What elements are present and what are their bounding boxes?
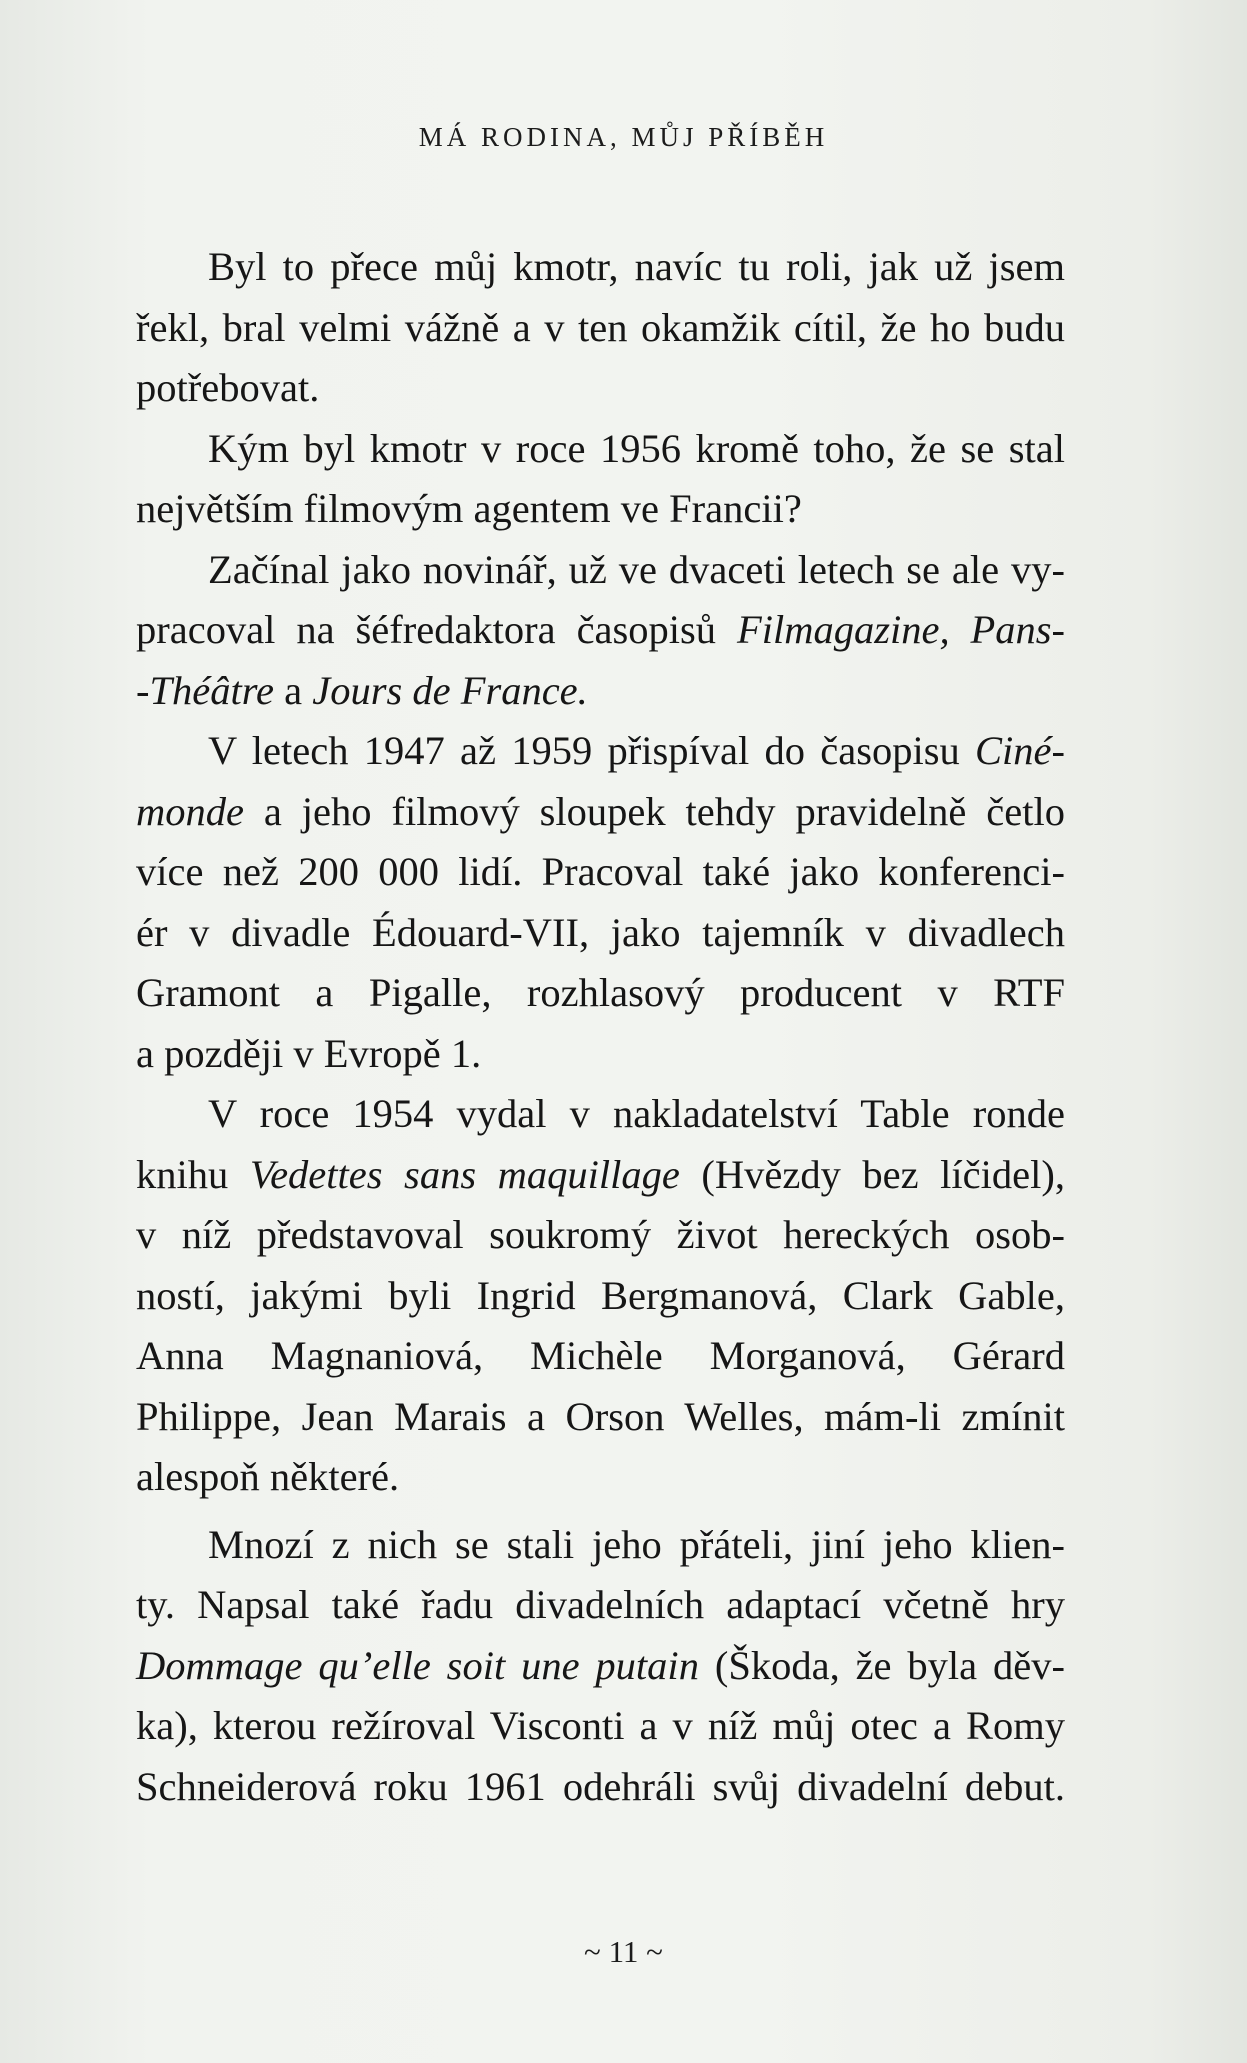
text-run: (Škoda, že byla děv- <box>698 1642 1065 1688</box>
text-line: řekl, bral velmi vážně a v ten okamžik cítil, že ho budu <box>136 304 1065 350</box>
text-line: V roce 1954 vydal v nakladatelství Table ronde <box>208 1091 1065 1136</box>
italic-title: monde <box>136 788 244 834</box>
text-line: Byl to přece můj kmotr, navíc tu roli, jak už jsem <box>208 244 1065 289</box>
text-line <box>136 721 1065 782</box>
text-line: ka), kterou režíroval Visconti a v níž můj otec a Romy <box>136 1703 1065 1748</box>
italic-title: Ciné- <box>975 728 1065 773</box>
text-line: Mnozí z nich se stali jeho přáteli, jiní jeho klien- <box>208 1521 1065 1567</box>
italic-title: Jours de France. <box>312 667 588 713</box>
text-line: -Théâtre a Jours de France. <box>136 667 588 713</box>
running-title: MÁ RODINA, MŮJ PŘÍBĚH <box>418 122 829 152</box>
text-line: ér v divadle Édouard-VII, jako tajemník v divadlech <box>136 909 1065 955</box>
text-line <box>136 1145 1065 1206</box>
text-run: V letech 1947 až 1959 přispíval do časopisu <box>208 728 976 773</box>
text-line: ty. Napsal také řadu divadelních adaptací včetně hry <box>136 1582 1065 1627</box>
text-run: pracoval na šéfredaktora časopisů <box>136 607 737 652</box>
text-line: největším filmovým agentem ve Francii? <box>136 486 802 531</box>
text-run: a jeho filmový sloupek tehdy pravidelně četlo <box>243 788 1065 834</box>
paragraph <box>136 237 1065 419</box>
text-run: (Hvězdy bez líčidel), <box>679 1151 1065 1197</box>
paragraph <box>136 419 1065 540</box>
text-line: a později v Evropě 1. <box>136 1030 482 1076</box>
text-line: Philippe, Jean Marais a Orson Welles, mám-li zmínit <box>136 1393 1065 1439</box>
text-line: Gramont a Pigalle, rozhlasový producent v RTF <box>136 970 1065 1015</box>
text-line <box>136 782 1065 843</box>
page-number: ~ 11 ~ <box>584 1934 663 1969</box>
running-header <box>0 122 1247 153</box>
text-line: Začínal jako novinář, už ve dvaceti letech se ale vy- <box>208 546 1065 592</box>
italic-title: Vedettes sans maquillage <box>249 1151 680 1197</box>
text-line <box>136 600 1065 661</box>
text-line <box>136 1636 1065 1697</box>
text-line: ností, jakými byli Ingrid Bergmanová, Clark Gable, <box>136 1272 1065 1318</box>
body-text <box>136 237 1065 1817</box>
text-line: alespoň některé. <box>136 1454 400 1499</box>
text-line: více než 200 000 lidí. Pracoval také jako konferenci- <box>136 849 1065 894</box>
italic-title: Dommage qu’elle soit une putain <box>136 1642 699 1688</box>
paragraph-gap <box>136 1508 1065 1515</box>
text-line: potřebovat. <box>136 365 320 410</box>
text-run: knihu <box>136 1151 250 1197</box>
italic-title: Filmagazine, Pans- <box>736 607 1066 652</box>
paragraph <box>136 1515 1065 1818</box>
text-line: v níž představoval soukromý život hereckých osob- <box>136 1212 1065 1257</box>
paragraph <box>136 540 1065 722</box>
paragraph <box>136 721 1065 1084</box>
italic-title: Théâtre <box>149 667 274 713</box>
text-line: Schneiderová roku 1961 odehráli svůj divadelní debut. <box>136 1763 1065 1809</box>
text-line: Kým byl kmotr v roce 1956 kromě toho, že se stal <box>208 425 1065 471</box>
paragraph <box>136 1084 1065 1508</box>
text-line: Anna Magnaniová, Michèle Morganová, Gérard <box>136 1333 1065 1378</box>
